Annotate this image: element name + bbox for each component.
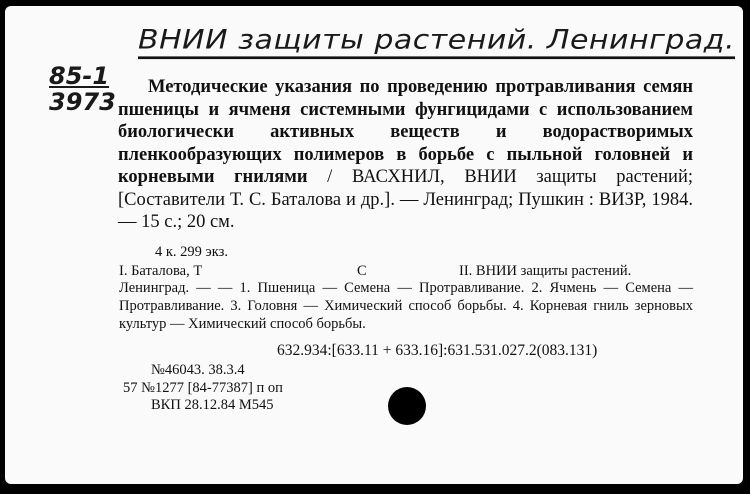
corporate-added-entry: II. ВНИИ защиты растений. bbox=[459, 263, 632, 279]
registry-number-3: ВКП 28.12.84 М545 bbox=[151, 397, 274, 413]
punch-hole bbox=[388, 387, 426, 425]
subject-headings: Ленинград. — — 1. Пшеница — Семена — Протравливание. 2. Ячмень — Семена — Протравливание. 3. Головня — Химический способ борьбы. 4. Корневая гниль зерновых культур — Химический способ борьбы. bbox=[119, 280, 693, 332]
shelf-mark-bottom: 3973 bbox=[49, 88, 116, 116]
added-entries-line bbox=[119, 262, 699, 280]
bibliographic-description bbox=[118, 76, 693, 234]
index-letter: С bbox=[357, 263, 367, 279]
shelf-mark-top: 85-1 bbox=[49, 62, 110, 90]
catalog-card bbox=[5, 6, 743, 484]
entry-title: Методические указания по проведению протравливания семян пшеницы и ячменя системными фунгицидами с использованием биологически активных веществ и водорастворимых пленкообразующих полимеров в борьбе с пыльной головней и корневыми гнилями bbox=[118, 77, 693, 187]
registry-number-2: 57 №1277 [84-77387] п оп bbox=[123, 380, 283, 396]
udc-code: 632.934:[633.11 + 633.16]:631.531.027.2(083.131) bbox=[277, 342, 598, 359]
handwritten-heading: ВНИИ защиты растений. Ленинград. bbox=[138, 24, 735, 59]
author-added-entry: I. Баталова, Т bbox=[119, 263, 203, 279]
registry-number-1: №46043. 38.3.4 bbox=[151, 362, 245, 378]
price-copies: 4 к. 299 экз. bbox=[155, 244, 228, 260]
entry-responsibility: / ВАСХНИЛ, ВНИИ защиты растений; [Составители Т. С. Баталова и др.]. — Ленинград; Пушкин : ВИЗР, 1984. — 15 с.; 20 см. bbox=[118, 167, 693, 232]
